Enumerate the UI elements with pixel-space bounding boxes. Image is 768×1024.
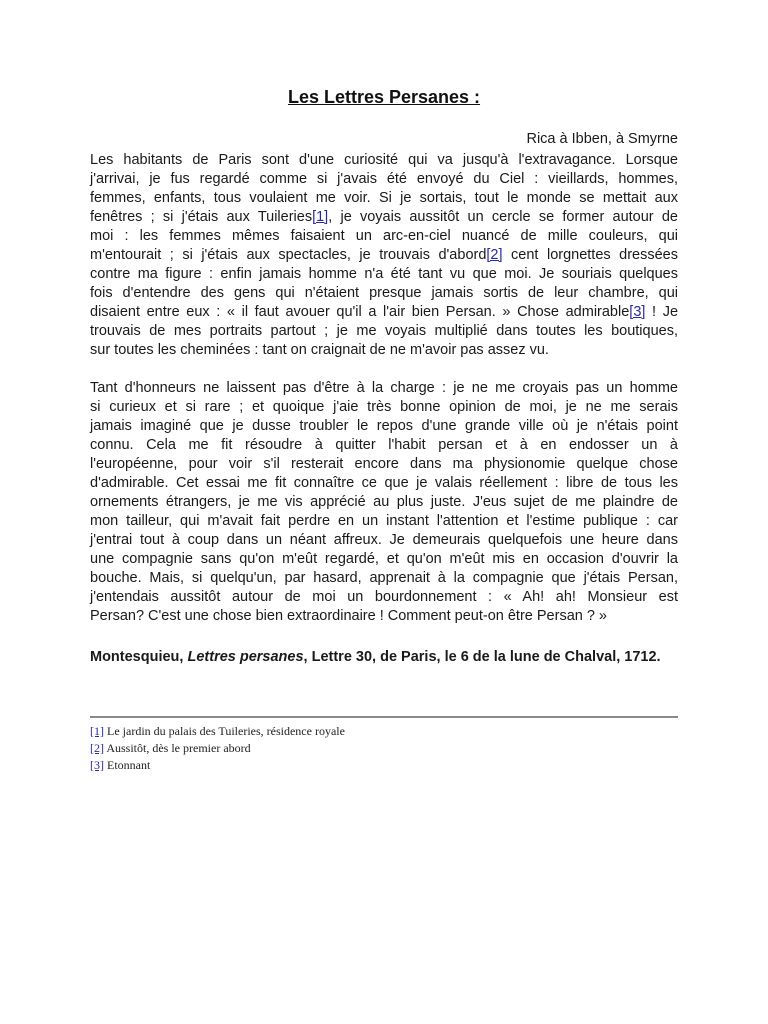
text-segment: jamais imaginé que je dusse troubler le repos d'une grande ville où je n'étais point [90, 418, 678, 434]
text-segment: ! Je [645, 304, 679, 320]
text-segment: d'admirable. Cet essai me fit connaître ce que je valais réellement : libre de tous les [90, 475, 678, 491]
text-line [90, 246, 678, 265]
text-segment: j'arrivai, je fus regardé comme si j'avais été envoyé du Ciel : vieillards, hommes, [90, 171, 678, 187]
text-segment: fenêtres ; si j'étais aux Tuileries [90, 209, 313, 225]
text-line [90, 436, 678, 455]
footnote-reference-link[interactable]: [3] [629, 304, 646, 320]
text-segment: m'entourait ; si j'étais aux spectacles, je trouvais d'abord [90, 247, 487, 263]
text-segment: moi : les femmes mêmes faisaient un arc-en-ciel nuancé de mille couleurs, qui [90, 228, 678, 244]
text-line [90, 379, 678, 398]
text-segment: bouche. Mais, si quelqu'un, par hasard, apprenait à la compagnie que j'étais Persan, [90, 570, 678, 586]
footnote-item [90, 757, 345, 774]
footnote-reference-link[interactable]: [2] [486, 247, 503, 263]
footnote-divider [90, 716, 678, 718]
text-segment: ornements étrangers, je me vis apprécié au plus juste. J'eus sujet de me plaindre de [90, 494, 678, 510]
text-segment: fois d'entendre des gens qui n'étaient presque jamais sortis de leur chambre, qui [90, 285, 678, 301]
text-segment: une compagnie sans qu'on m'eût regardé, et qu'on m'eût mis en occasion d'ouvrir la [90, 551, 678, 567]
text-segment: Tant d'honneurs ne laissent pas d'être à la charge : je ne me croyais pas un homme [90, 380, 678, 396]
text-line [90, 265, 678, 284]
text-line [90, 569, 678, 588]
text-line [90, 284, 678, 303]
paragraph-2 [90, 379, 678, 626]
footnote-reference-link[interactable]: [1] [312, 209, 329, 225]
text-line [90, 170, 678, 189]
text-segment: Persan? C'est une chose bien extraordinaire ! Comment peut-on être Persan ? » [90, 608, 608, 624]
text-segment: , je voyais aussitôt un cercle se former autour de [328, 209, 678, 225]
letter-recipient: Rica à Ibben, à Smyrne [526, 131, 678, 147]
footnote-link[interactable]: [3] [90, 758, 104, 772]
text-line [90, 322, 678, 341]
text-segment: l'européenne, pour voir s'il resterait encore dans ma physionomie quelque chose [90, 456, 678, 472]
text-line [90, 341, 678, 360]
text-segment: trouvais de mes portraits partout ; je me voyais multiplié dans toutes les boutiques, [90, 323, 678, 339]
page-title: Les Lettres Persanes : [287, 87, 481, 107]
footnotes [90, 723, 345, 774]
text-segment: connu. Cela me fit résoudre à quitter l'habit persan et à en endosser un à [90, 437, 678, 453]
text-line [90, 531, 678, 550]
text-segment: sur toutes les cheminées : tant on craignait de ne m'avoir pas assez vu. [90, 342, 549, 358]
text-line [90, 588, 678, 607]
text-line [90, 151, 678, 170]
text-line [90, 227, 678, 246]
text-line [90, 455, 678, 474]
text-line [90, 550, 678, 569]
text-segment: si curieux et si rare ; et quoique j'aie très bonne opinion de moi, je ne me serais [90, 399, 678, 415]
signature-rest: , Lettre 30, de Paris, le 6 de la lune de Chalval, 1712. [303, 649, 661, 665]
text-segment: cent lorgnettes dressées [502, 247, 678, 263]
text-line [90, 208, 678, 227]
text-segment: j'entendais aussitôt autour de moi un bourdonnement : « Ah! ah! Monsieur est [90, 589, 678, 605]
footnote-link[interactable]: [1] [90, 724, 104, 738]
text-line [90, 417, 678, 436]
text-segment: disaient entre eux : « il faut avouer qu'il a l'air bien Persan. » Chose admirable [90, 304, 630, 320]
text-line [90, 607, 678, 626]
text-line [90, 303, 678, 322]
paragraph-1 [90, 151, 678, 360]
text-line [90, 474, 678, 493]
signature-author: Montesquieu, [90, 649, 188, 665]
footnote-item [90, 723, 345, 740]
footnote-link[interactable]: [2] [90, 741, 104, 755]
footnote-text: Le jardin du palais des Tuileries, résidence royale [107, 724, 345, 738]
footnote-text: Aussitôt, dès le premier abord [106, 741, 251, 755]
text-segment: femmes, enfants, tous voulaient me voir. Si je sortais, tout le monde se mettait aux [90, 190, 678, 206]
text-segment: mon tailleur, qui m'avait fait perdre en un instant l'attention et l'estime publique : car [90, 513, 678, 529]
text-line [90, 189, 678, 208]
text-line [90, 493, 678, 512]
footnote-item [90, 740, 345, 757]
text-line [90, 512, 678, 531]
footnote-text: Etonnant [107, 758, 151, 772]
text-line [90, 398, 678, 417]
text-segment: Les habitants de Paris sont d'une curiosité qui va jusqu'à l'extravagance. Lorsque [90, 152, 678, 168]
signature [90, 648, 678, 667]
text-segment: j'entrai tout à coup dans un néant affreux. Je demeurais quelquefois une heure dans [90, 532, 678, 548]
signature-work: Lettres persanes [187, 649, 304, 665]
text-segment: contre ma figure : enfin jamais homme n'a été tant vu que moi. Je souriais quelques [90, 266, 678, 282]
